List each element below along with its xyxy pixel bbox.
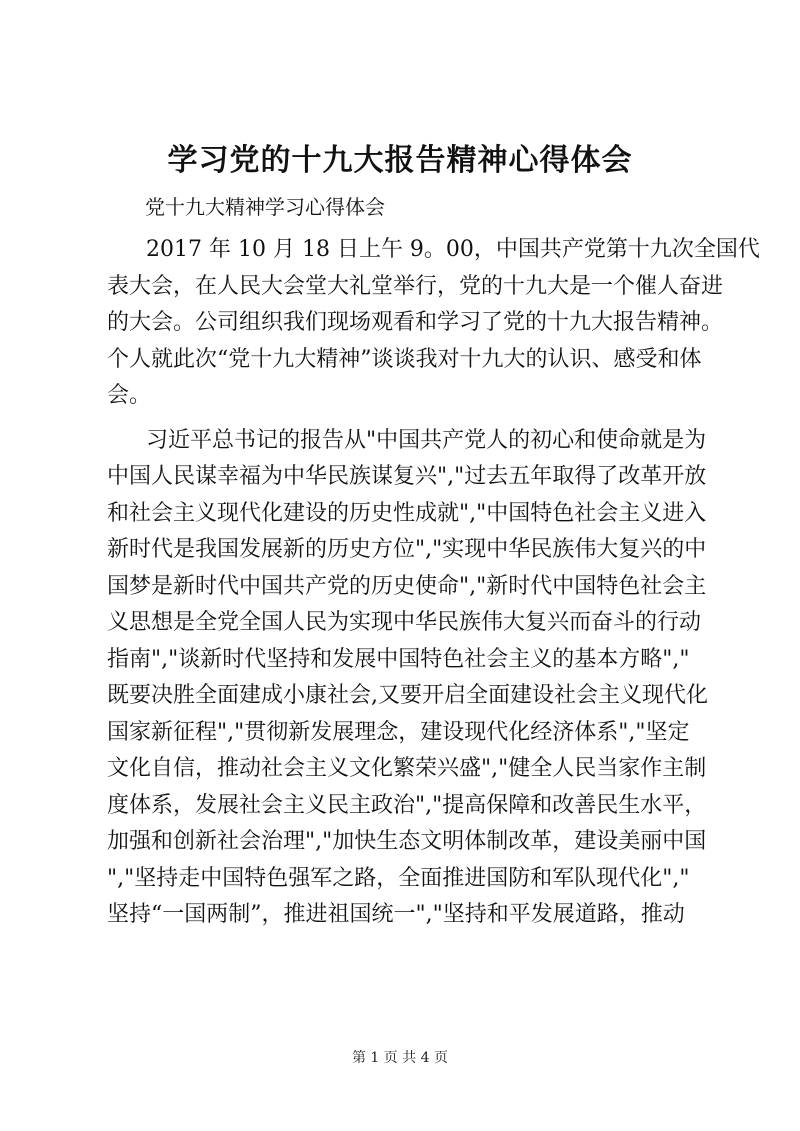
text-line: 新时代是我国发展新的历史方位","实现中华民族伟大复兴的中 [107, 537, 707, 562]
text-line: 中国人民谋幸福为中华民族谋复兴","过去五年取得了改革开放 [107, 464, 707, 489]
text-line: 国家新征程","贯彻新发展理念，建设现代化经济体系","坚定 [107, 719, 690, 745]
document-body [107, 232, 760, 934]
page-indicator: 第 1 页 共 4 页 [351, 1050, 449, 1066]
text-line: 会。 [107, 383, 152, 408]
text-line: 的大会。公司组织我们现场观看和学习了党的十九大报告精神。 [107, 310, 724, 335]
document-title: 学习党的十九大报告精神心得体会 [167, 143, 633, 178]
text-line: 和社会主义现代化建设的历史性成就","中国特色社会主义进入 [107, 500, 707, 526]
text-line: 习近平总书记的报告从"中国共产党人的初心和使命就是为 [146, 427, 707, 453]
text-line: 义思想是全党全国人民为实现中华民族伟大复兴而奋斗的行动 [107, 610, 702, 635]
text-line: 2017 年 10 月 18 日上午 9。00，中国共产党第十九次全国代 [146, 237, 760, 262]
document-subtitle: 党十九大精神学习心得体会 [145, 195, 385, 219]
text-line: 表大会，在人民大会堂大礼堂举行，党的十九大是一个催人奋进 [107, 273, 724, 299]
text-line: ","坚持走中国特色强军之路，全面推进国防和军队现代化"," [107, 865, 690, 891]
text-line: 加强和创新社会治理","加快生态文明体制改革，建设美丽中国 [107, 829, 707, 854]
paragraph-1 [107, 232, 760, 415]
paragraph-spacer [107, 415, 699, 423]
text-line: 文化自信，推动社会主义文化繁荣兴盛","健全人民当家作主制 [107, 756, 707, 781]
text-line: 坚持“一国两制”，推进祖国统一","坚持和平发展道路，推动 [107, 902, 685, 927]
text-line: 度体系，发展社会主义民主政治","提高保障和改善民生水平， [107, 792, 707, 818]
text-line: 个人就此次“党十九大精神”谈谈我对十九大的认识、感受和体 [107, 346, 702, 372]
text-line: 指南","谈新时代坚持和发展中国特色社会主义的基本方略"," [107, 646, 690, 672]
text-line: 国梦是新时代中国共产党的历史使命","新时代中国特色社会主 [107, 573, 707, 599]
paragraph-2 [107, 423, 708, 934]
text-line: 既要决胜全面建成小康社会,又要开启全面建设社会主义现代化 [107, 683, 708, 708]
